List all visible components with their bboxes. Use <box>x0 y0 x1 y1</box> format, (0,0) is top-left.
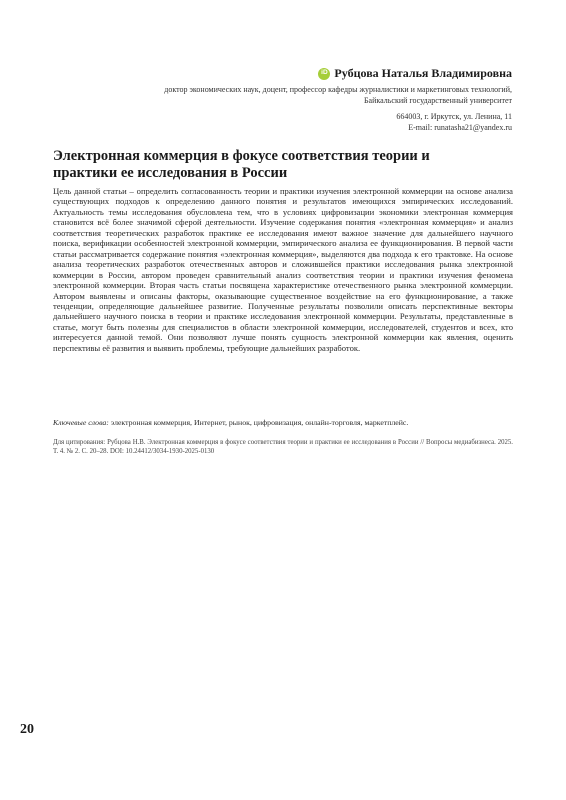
citation <box>53 438 513 456</box>
author-address: 664003, г. Иркутск, ул. Ленина, 11 <box>396 112 512 121</box>
keywords-label: Ключевые слова: <box>53 418 109 427</box>
citation-text: Рубцова Н.В. Электронная коммерция в фокусе соответствия теории и практики ее исследования в России // Вопросы медиабизнеса. 2025. Т. 4. № 2. С. 20–28. DOI: 10.24412/3034-1930-2025-0130 <box>53 439 514 455</box>
affiliation-university: Байкальский государственный университет <box>363 96 512 105</box>
author-affiliation <box>92 84 512 106</box>
keywords-text: электронная коммерция, Интернет, рынок, цифровизация, онлайн-торговля, маркетплейс. <box>110 418 409 427</box>
page-number: 20 <box>20 722 34 737</box>
citation-label: Для цитирования: <box>53 439 106 446</box>
affiliation-position: доктор экономических наук, доцент, профессор кафедры журналистики и маркетинговых технологий, <box>164 85 512 94</box>
article-title: Электронная коммерция в фокусе соответствия теории и практики ее исследования в России <box>53 148 430 181</box>
keywords <box>53 418 513 428</box>
author-contact <box>92 111 512 133</box>
orcid-icon[interactable]: iD <box>318 68 330 80</box>
author-email[interactable]: E-mail: runatasha21@yandex.ru <box>408 123 512 132</box>
author-block <box>92 66 512 133</box>
author-name-row <box>92 66 512 81</box>
author-name: Рубцова Наталья Владимировна <box>334 66 512 80</box>
abstract: Цель данной статьи – определить согласованность теории и практики изучения электронной коммерции на основе анализа существующих подходов к определению данного понятия и результатов имеющихся эмпирических исследований. Актуальность темы исследования обусловлена тем, что в условиях цифровизации экономики электронная коммерция становится всё более значимой сферой деятельности. Изучение содержания понятия «электронная коммерция» и анализ соответствия теоретических разработок практике ее исследования имеют важное значение для дальнейшего научного поиска, верификации особенностей электронной коммерции, эмпирического анализа ее функционирования. В первой части статьи рассматривается содержание понятия «электронная коммерция», выделяются два подхода к его трактовке. На основе анализа теоретических разработок отечественных авторов и сложившейся практики исследования рынка электронной коммерции в России, автором проведен сравнительный анализ соответствия теории и практики изучения феномена электронной коммерции. Вторая часть статьи посвящена характеристике отечественного рынка электронной коммерции. Автором выявлены и описаны факторы, оказывающие существенное воздействие на его функционирование, а также тенденции, определяющие дальнейшее развитие. Полученные результаты позволили описать перспективные векторы дальнейшего научного поиска в теории и практике исследования электронной коммерции. Результаты, представленные в статье, могут быть полезны для специалистов в области электронной коммерции, исследователей, студентов и всех, кто интересуется данной темой. Они позволяют лучше понять сущность электронной коммерции как явления, оценить перспективы её развития и выявить проблемы, требующие дальнейших разработок. <box>53 186 513 353</box>
